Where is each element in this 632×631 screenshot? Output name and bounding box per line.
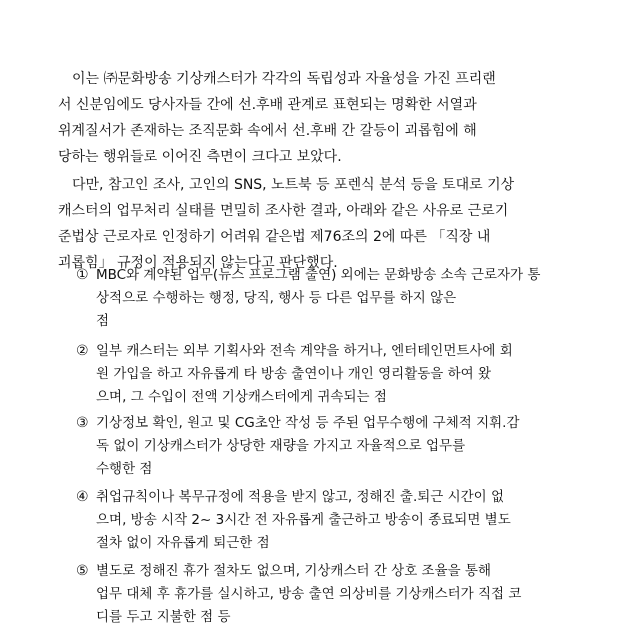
list-item-line: 상적으로 수행하는 행정, 당직, 행사 등 다른 업무를 하지 않은 [96, 290, 457, 306]
paragraph-2 [58, 172, 588, 276]
list-item-body [96, 340, 586, 409]
paragraph-2-line: 다만, 참고인 조사, 고인의 SNS, 노트북 등 포렌식 분석 등을 토대로 기상 [72, 177, 515, 193]
paragraph-2-line: 준법상 근로자로 인정하기 어려워 같은법 제76조의 2에 따른 「직장 내 [58, 229, 491, 245]
list-item-line: 업무 대체 후 휴가를 실시하고, 방송 출연 의상비를 기상캐스터가 직접 코 [96, 586, 522, 602]
list-item-line: 독 없이 기상캐스터가 상당한 재량을 가지고 자율적으로 업무를 [96, 438, 466, 454]
list-item-line: 기상정보 확인, 원고 및 CG초안 작성 등 주된 업무수행에 구체적 지휘.감 [96, 415, 520, 431]
paragraph-1-line: 서 신분임에도 당사자들 간에 선.후배 관계로 표현되는 명확한 서열과 [58, 97, 477, 113]
paragraph-2-line: 캐스터의 업무처리 실태를 면밀히 조사한 결과, 아래와 같은 사유로 근로기 [58, 203, 509, 219]
list-item-line: 절차 없이 자유롭게 퇴근한 점 [96, 535, 270, 551]
list-item-line: 취업규칙이나 복무규정에 적용을 받지 않고, 정해진 출.퇴근 시간이 없 [96, 489, 505, 505]
list-item-5 [58, 560, 586, 629]
list-item-line: 점 [96, 313, 110, 329]
list-item-number: ② [76, 343, 89, 359]
list-item-line: 원 가입을 하고 자유롭게 타 방송 출연이나 개인 영리활동을 하여 왔 [96, 366, 492, 382]
list-item-line: 일부 캐스터는 외부 기획사와 전속 계약을 하거나, 엔터테인먼트사에 회 [96, 343, 513, 359]
list-item-body [96, 264, 586, 333]
paragraph-1-line: 이는 ㈜문화방송 기상캐스터가 각각의 독립성과 자율성을 가진 프리랜 [72, 71, 496, 87]
list-item-line: 디를 두고 지불한 점 등 [96, 609, 231, 625]
list-item-body [96, 560, 586, 629]
list-item-body [96, 486, 586, 555]
list-item-3 [58, 412, 586, 481]
list-item-4 [58, 486, 586, 555]
paragraph-1-line: 위계질서가 존재하는 조직문화 속에서 선.후배 간 갈등이 괴롭힘에 해 [58, 123, 477, 139]
paragraph-1 [58, 66, 588, 170]
list-item-line: MBC와 계약된 업무(뉴스 프로그램 출연) 외에는 문화방송 소속 근로자가 통 [96, 267, 541, 283]
list-item-line: 수행한 점 [96, 461, 153, 477]
list-item-body [96, 412, 586, 481]
list-item-number: ③ [76, 415, 89, 431]
list-item-number: ① [76, 267, 89, 283]
list-item-number: ④ [76, 489, 89, 505]
list-item-2 [58, 340, 586, 409]
list-item-number: ⑤ [76, 563, 89, 579]
paragraph-2-line: 괴롭힘」 규정이 적용되지 않는다고 판단했다. [58, 255, 338, 271]
list-item-line: 으며, 방송 시작 2~ 3시간 전 자유롭게 출근하고 방송이 종료되면 별도 [96, 512, 511, 528]
list-item-1 [58, 264, 586, 333]
list-item-line: 으며, 그 수입이 전액 기상캐스터에게 귀속되는 점 [96, 389, 387, 405]
paragraph-1-line: 당하는 행위들로 이어진 측면이 크다고 보았다. [58, 149, 342, 165]
list-item-line: 별도로 정해진 휴가 절차도 없으며, 기상캐스터 간 상호 조율을 통해 [96, 563, 492, 579]
